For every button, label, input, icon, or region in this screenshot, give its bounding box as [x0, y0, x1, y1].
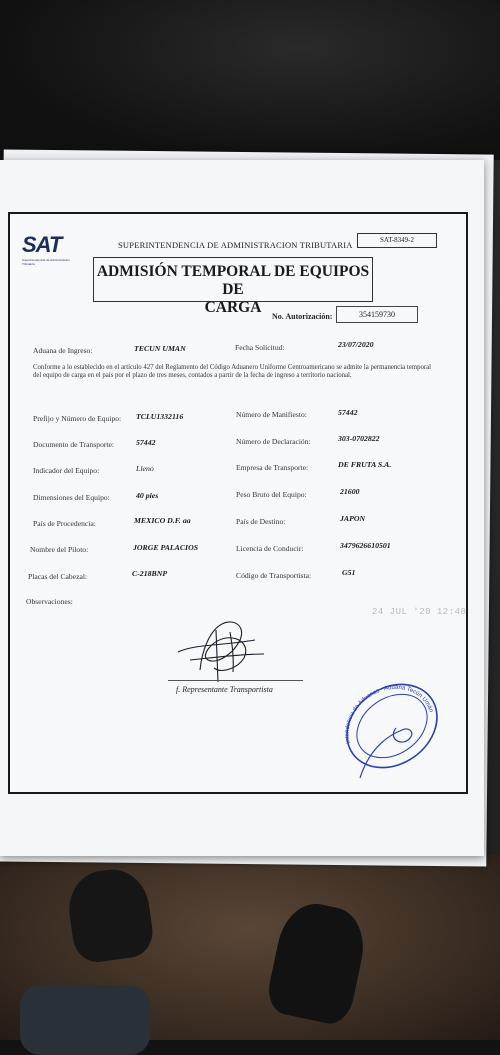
seal-text: Intendencia de Aduanas · Aduana Tecún Umán	[344, 684, 434, 745]
signature-caption: f. Representante Transportista	[176, 685, 273, 694]
driver-license-value: 3479626610501	[340, 541, 391, 550]
authorization-label: No. Autorización:	[272, 312, 333, 321]
transport-company-value: DE FRUTA S.A.	[338, 460, 392, 469]
legal-paragraph: Conforme a lo establecido en el artículo 427 del Reglamento del Código Aduanero Uniforme Centroamericano se admite la permanencia temporal del equipo de carga en el país por el plazo de tres meses, contados a partir de la fecha de ingreso a territorio nacional.	[33, 364, 432, 379]
transport-company-label: Empresa de Transporte:	[236, 463, 309, 472]
equipment-indicator-label: Indicador del Equipo:	[33, 466, 100, 475]
destination-country-label: País de Destino:	[236, 517, 286, 526]
dimensions-label: Dimensiones del Equipo:	[33, 493, 110, 502]
form-code: SAT-8349-2	[357, 233, 437, 248]
sat-logo-text: SAT	[22, 232, 62, 257]
received-stamp-date: 24 JUL '20 12:48	[372, 607, 467, 617]
document-title	[94, 258, 372, 317]
agency-name: SUPERINTENDENCIA DE ADMINISTRACION TRIBUTARIA	[118, 240, 353, 250]
destination-country-value: JAPON	[340, 514, 366, 523]
transport-doc-label: Documento de Transporte:	[33, 440, 114, 449]
sat-logo	[22, 232, 78, 268]
equipment-indicator-value: Lleno	[136, 464, 154, 473]
carrier-code-label: Código de Transportista:	[236, 571, 312, 580]
background-top	[0, 0, 500, 160]
request-date-value: 23/07/2020	[338, 340, 374, 349]
driver-name-label: Nombre del Piloto:	[30, 545, 89, 554]
origin-country-label: País de Procedencia:	[33, 519, 96, 528]
declaration-value: 303-0702822	[338, 434, 380, 443]
leg	[20, 985, 150, 1055]
equipment-prefix-label: Prefijo y Número de Equipo:	[33, 414, 122, 423]
manifest-value: 57442	[338, 408, 358, 417]
customs-value: TECUN UMAN	[134, 344, 186, 353]
truck-plates-label: Placas del Cabezal:	[28, 572, 88, 581]
gross-weight-label: Peso Bruto del Equipo:	[236, 490, 307, 499]
truck-plates-value: C-218BNP	[132, 569, 168, 578]
origin-country-value: MEXICO D.F. aa	[134, 516, 191, 525]
customs-label: Aduana de Ingreso:	[33, 346, 93, 355]
observations-label: Observaciones:	[26, 597, 73, 606]
transport-doc-value: 57442	[136, 438, 156, 447]
sat-logo-subtext: Superintendencia de Administración Tributaria	[22, 258, 70, 266]
driver-name-value: JORGE PALACIOS	[133, 543, 199, 552]
carrier-code-value: G51	[342, 568, 356, 577]
equipment-prefix-value: TCLU1332116	[136, 412, 184, 421]
title-line1: ADMISIÓN TEMPORAL DE EQUIPOS DE	[96, 263, 370, 298]
authorization-value: 354159730	[336, 306, 418, 323]
manifest-label: Número de Manifiesto:	[236, 410, 307, 419]
title-box	[93, 257, 373, 316]
gross-weight-value: 21600	[340, 487, 360, 496]
dimensions-value: 40 pies	[136, 491, 159, 500]
official-seal	[330, 668, 450, 783]
request-date-label: Fecha Solicitud:	[235, 343, 285, 352]
title-line2: CARGA	[204, 299, 262, 316]
handwritten-signature	[160, 610, 280, 685]
svg-text:Intendencia de Aduanas · Aduan	[345, 685, 434, 744]
declaration-label: Número de Declaración:	[236, 437, 311, 446]
driver-license-label: Licencia de Conducir:	[236, 544, 304, 553]
signature-line	[168, 680, 303, 681]
